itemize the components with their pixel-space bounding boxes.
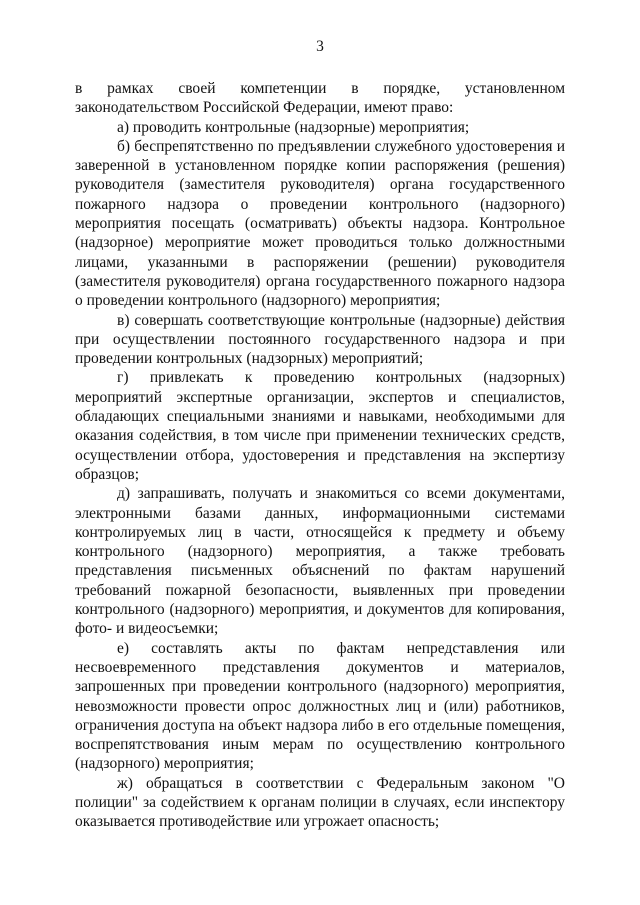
paragraph-item-v: в) совершать соответствующие контрольные (надзорные) действия при осуществлении постоянного государственного надзора и при проведении контрольных (надзорных) мероприятий; xyxy=(75,311,565,368)
paragraph-intro: в рамках своей компетенции в порядке, установленном законодательством Российской Федерации, имеют право: xyxy=(75,80,565,117)
paragraph-item-a: а) проводить контрольные (надзорные) мероприятия; xyxy=(117,118,470,136)
paragraph-item-g: г) привлекать к проведению контрольных (надзорных) мероприятий экспертные организации, экспертов и специалистов, обладающих специальными знаниями и навыками, необходимыми для оказания содействия, в том числе при применении технических средств, осуществлении отбора, удостоверения и представления на экспертизу образцов; xyxy=(75,369,565,483)
paragraph-item-b: б) беспрепятственно по предъявлении служебного удостоверения и заверенной в установленном порядке копии распоряжения (решения) руководителя (заместителя руководителя) органа государственного пожарного надзора о проведении контрольного (надзорного) мероприятия посещать (осматривать) объекты надзора. Контрольное (надзорное) мероприятие может проводиться только должностными лицами, указанными в распоряжении (решении) руководителя (заместителя руководителя) органа государственного пожарного надзора о проведении контрольного (надзорного) мероприятия; xyxy=(75,137,565,310)
document-body xyxy=(75,79,565,832)
paragraph-item-zh: ж) обращаться в соответствии с Федеральным законом "О полиции" за содействием к органам полиции в случаях, если инспектору оказывается противодействие или угрожает опасность; xyxy=(75,774,565,831)
paragraph-item-e: е) составлять акты по фактам непредставления или несвоевременного представления документов и материалов, запрошенных при проведении контрольного (надзорного) мероприятия, невозможности провести опрос должностных лиц и (или) работников, ограничения доступа на объект надзора либо в его отдельные помещения, воспрепятствования иным мерам по осуществлению контрольного (надзорного) мероприятия; xyxy=(75,639,565,773)
paragraph-item-d: д) запрашивать, получать и знакомиться со всеми документами, электронными базами данных, информационными системами контролируемых лиц в части, относящейся к предмету и объему контрольного (надзорного) мероприятия, а также требовать представления письменных объяснений по фактам нарушений требований пожарной безопасности, выявленных при проведении контрольного (надзорного) мероприятия, и документов для копирования, фото- и видеосъемки; xyxy=(75,485,565,638)
page-number: 3 xyxy=(316,38,324,55)
